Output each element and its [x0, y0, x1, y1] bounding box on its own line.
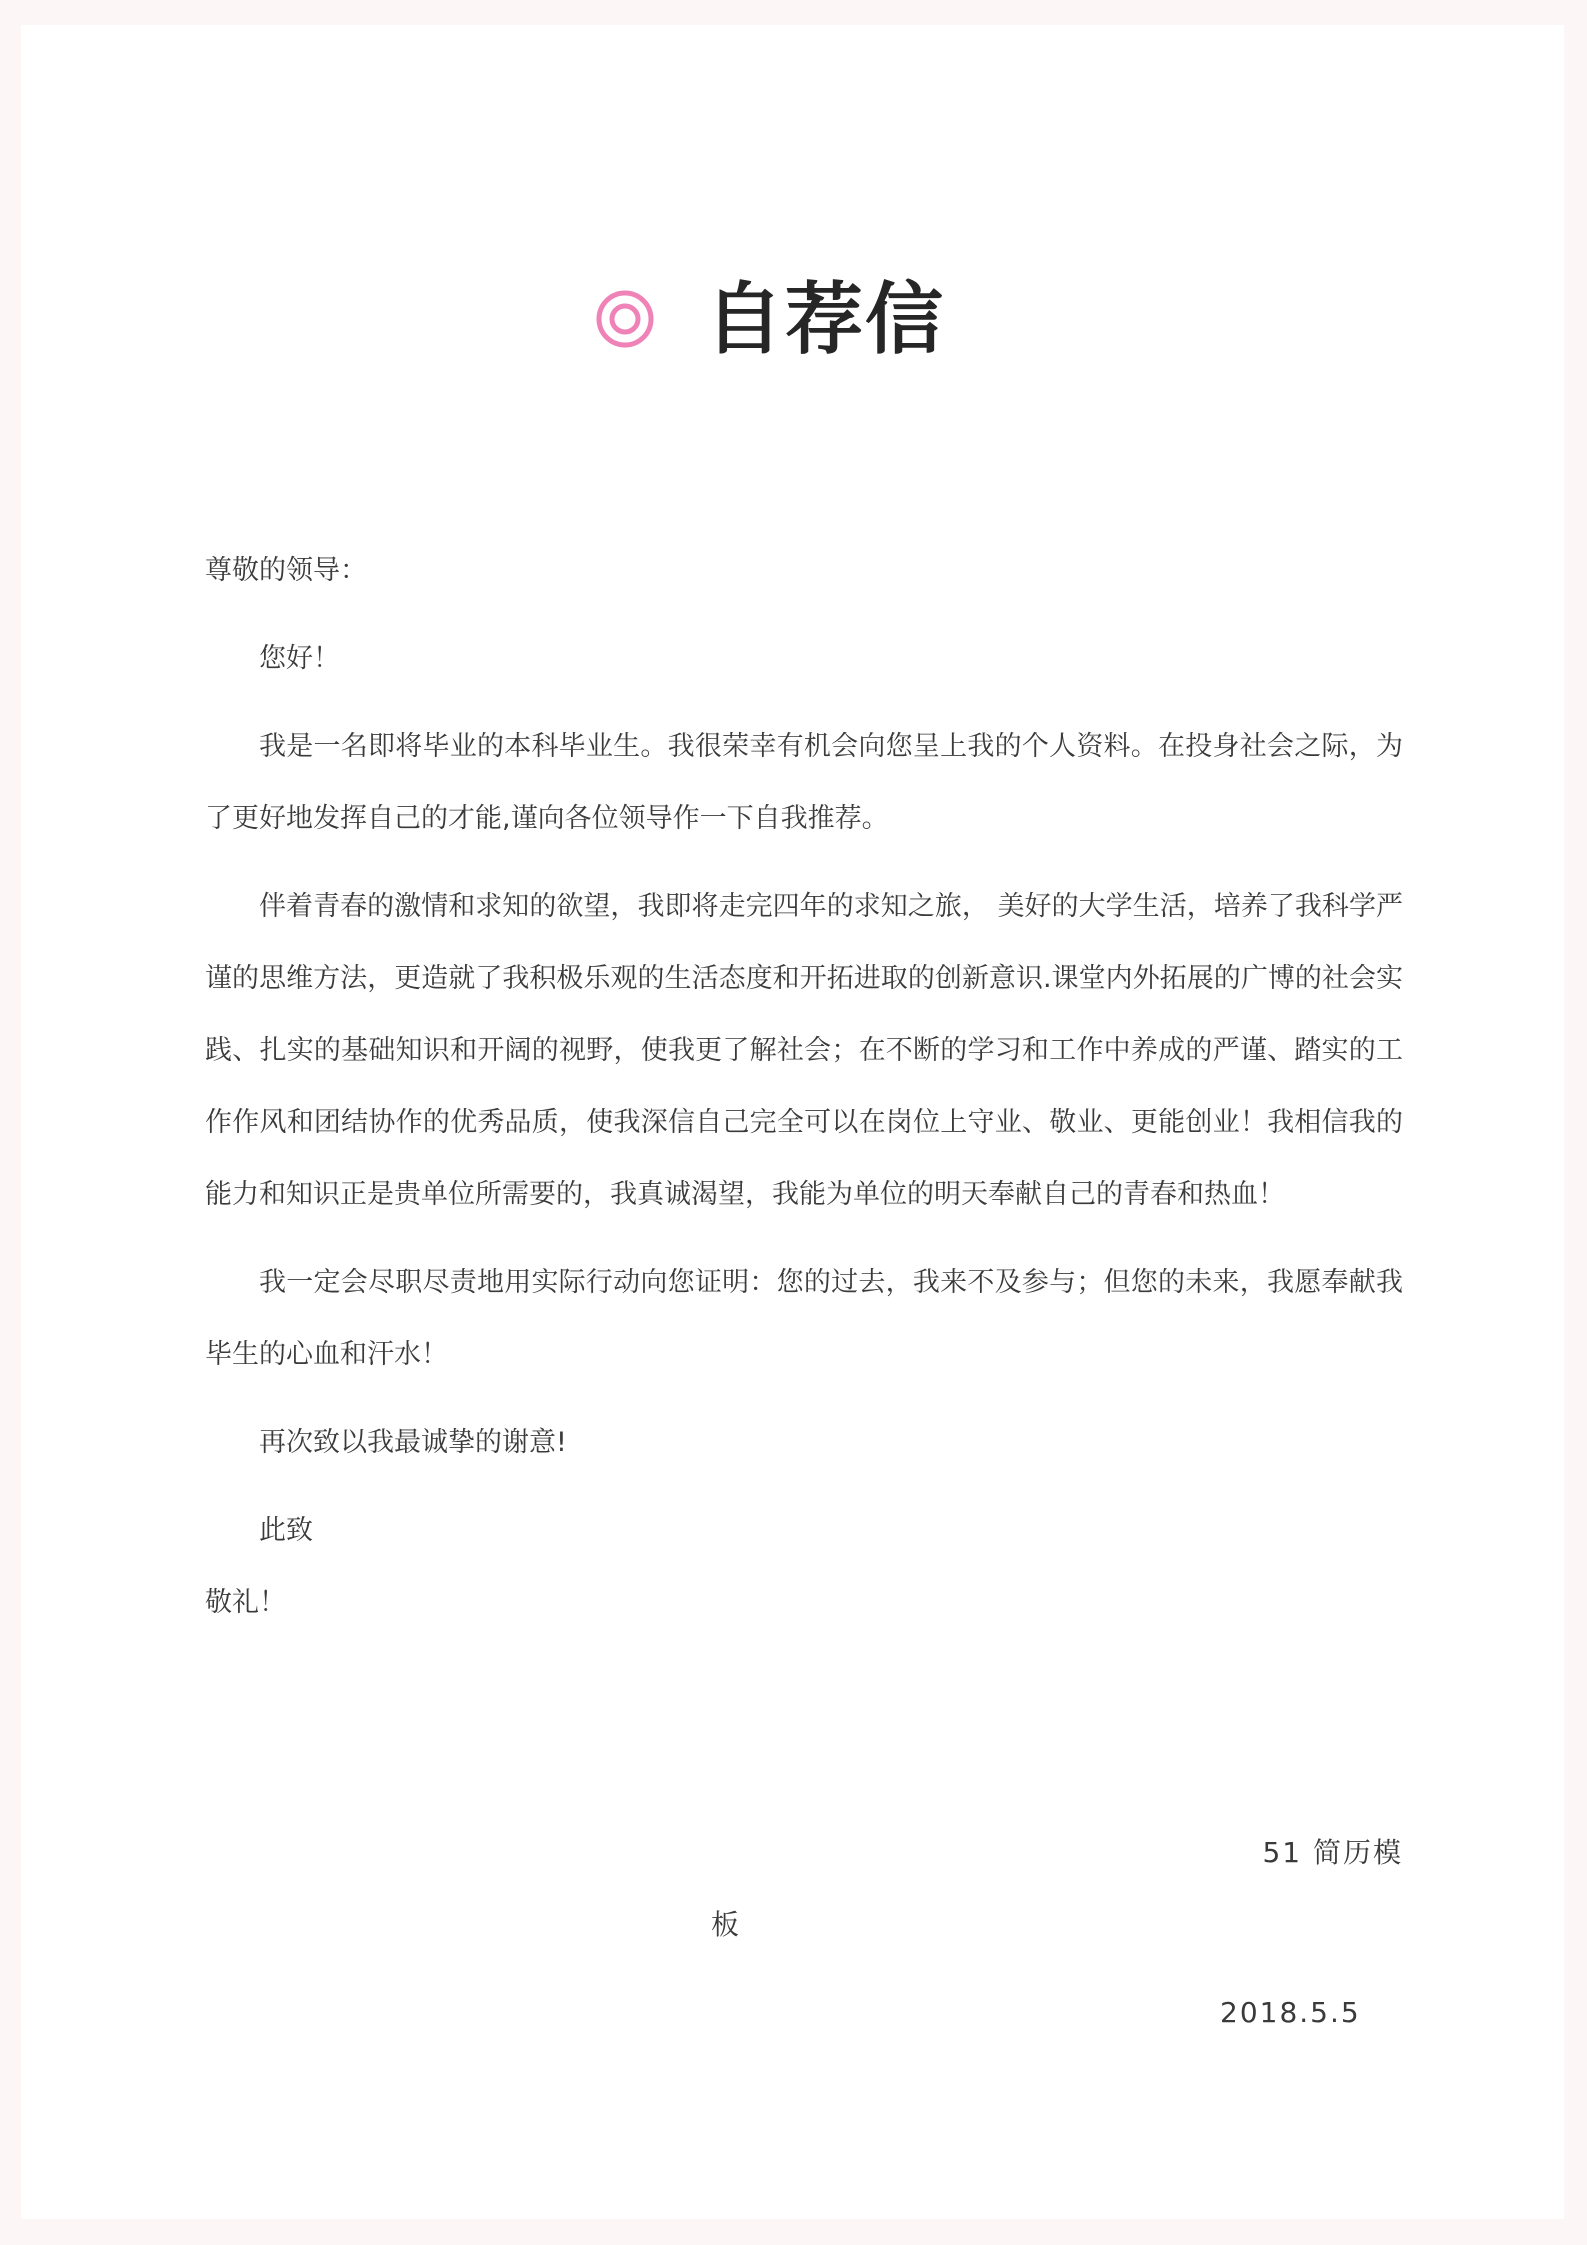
signature-name-line-2: 板: [711, 1908, 742, 1941]
target-circle-icon: [595, 289, 655, 349]
title-row: [21, 265, 1564, 375]
paragraph-intro: 我是一名即将毕业的本科毕业生。我很荣幸有机会向您呈上我的个人资料。在投身社会之际，为了更好地发挥自己的才能,谨向各位领导作一下自我推荐。: [205, 731, 1403, 834]
letter-page: [21, 25, 1564, 2219]
regards: 敬礼！: [205, 1587, 286, 1618]
closing: 此致: [259, 1515, 313, 1546]
signature-date: 2018.5.5: [1220, 1996, 1361, 2029]
letter-body: [205, 535, 1403, 1639]
page-title: 自荐信: [705, 275, 946, 365]
greeting: 您好！: [259, 643, 340, 674]
paragraph-thanks: 再次致以我最诚挚的谢意!: [259, 1427, 567, 1458]
paragraph-experience: 伴着青春的激情和求知的欲望，我即将走完四年的求知之旅， 美好的大学生活，培养了我科学严谨的思维方法，更造就了我积极乐观的生活态度和开拓进取的创新意识.课堂内外拓展的广博的社会实践、扎实的基础知识和开阔的视野，使我更了解社会；在不断的学习和工作中养成的严谨、踏实的工作作风和团结协作的优秀品质，使我深信自己完全可以在岗位上守业、敬业、更能创业！我相信我的能力和知识正是贵单位所需要的，我真诚渴望，我能为单位的明天奉献自己的青春和热血！: [205, 891, 1403, 1210]
signature-name-line-1: 51 简历模: [1262, 1836, 1403, 1869]
paragraph-commitment: 我一定会尽职尽责地用实际行动向您证明：您的过去，我来不及参与；但您的未来，我愿奉献我毕生的心血和汗水！: [205, 1267, 1403, 1370]
salutation: 尊敬的领导：: [205, 555, 367, 586]
